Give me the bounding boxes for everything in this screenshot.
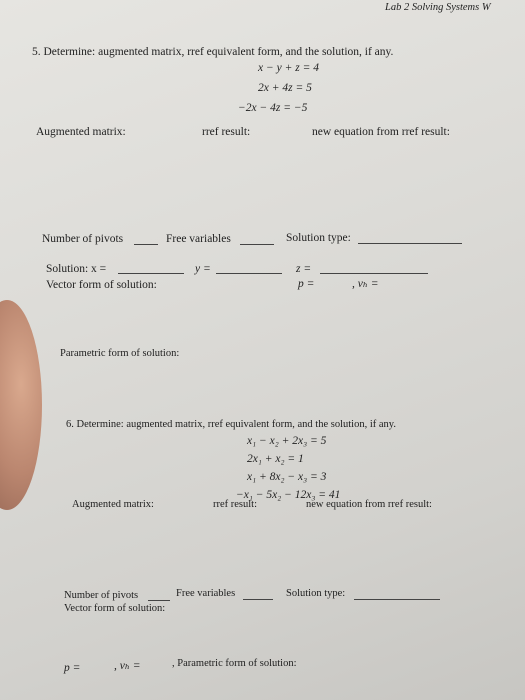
problem6-vh-label: , vₕ = — [114, 660, 141, 672]
problem5-parametric-label: Parametric form of solution: — [60, 348, 180, 359]
problem6-title: 6. Determine: augmented matrix, rref equivalent form, and the solution, if any. — [66, 419, 396, 430]
problem6-free-label: Free variables — [176, 588, 236, 599]
problem6-p-label: p = — [64, 662, 81, 674]
problem6-parametric-label: , Parametric form of solution: — [172, 658, 297, 669]
problem6-vector-label: Vector form of solution: — [64, 603, 166, 614]
problem5-p-label: p = — [298, 278, 315, 290]
problem5-y-label: y = — [195, 263, 211, 275]
thumb — [0, 300, 42, 510]
problem6-pivots-blank[interactable] — [148, 591, 170, 601]
problem5-rref-label: rref result: — [202, 126, 251, 138]
problem5-new-eq-label: new equation from rref result: — [312, 126, 450, 138]
problem6-free-blank[interactable] — [243, 590, 273, 600]
problem5-vector-label: Vector form of solution: — [46, 279, 157, 291]
problem6-equation-4: −x₁ − 5x₂ − 12x₃ = 41 — [236, 489, 341, 501]
problem5-x-blank[interactable] — [118, 264, 184, 274]
problem6-equation-2: 2x₁ + x₂ = 1 — [247, 453, 304, 465]
problem5-solution-label: Solution: x = — [46, 263, 107, 275]
problem5-augmented-label: Augmented matrix: — [36, 126, 126, 138]
problem6-augmented-label: Augmented matrix: — [72, 499, 154, 510]
problem5-equation-2: 2x + 4z = 5 — [258, 82, 312, 94]
problem5-solution-type-label: Solution type: — [286, 232, 351, 244]
problem5-z-blank[interactable] — [320, 264, 428, 274]
problem5-y-blank[interactable] — [216, 264, 282, 274]
page-header: Lab 2 Solving Systems W — [385, 2, 491, 13]
problem5-pivots-blank[interactable] — [134, 235, 158, 245]
problem5-free-label: Free variables — [166, 233, 231, 245]
problem6-pivots-label: Number of pivots — [64, 590, 139, 601]
problem6-new-eq-label: new equation from rref result: — [306, 499, 432, 510]
problem5-z-label: z = — [296, 263, 312, 275]
problem5-equation-1: x − y + z = 4 — [258, 62, 319, 74]
problem5-pivots-label: Number of pivots — [42, 233, 124, 245]
problem6-equation-3: x₁ + 8x₂ − x₃ = 3 — [247, 471, 327, 483]
problem5-free-blank[interactable] — [240, 235, 274, 245]
problem6-rref-label: rref result: — [213, 499, 258, 510]
problem6-equation-1: x₁ − x₂ + 2x₃ = 5 — [247, 435, 327, 447]
problem6-solution-type-blank[interactable] — [354, 590, 440, 600]
problem5-title: 5. Determine: augmented matrix, rref equivalent form, and the solution, if any. — [32, 46, 394, 58]
problem5-vh-label: , vₕ = — [352, 278, 379, 290]
problem6-solution-type-label: Solution type: — [286, 588, 346, 599]
problem5-equation-3: −2x − 4z = −5 — [238, 102, 308, 114]
problem5-solution-type-blank[interactable] — [358, 234, 462, 244]
